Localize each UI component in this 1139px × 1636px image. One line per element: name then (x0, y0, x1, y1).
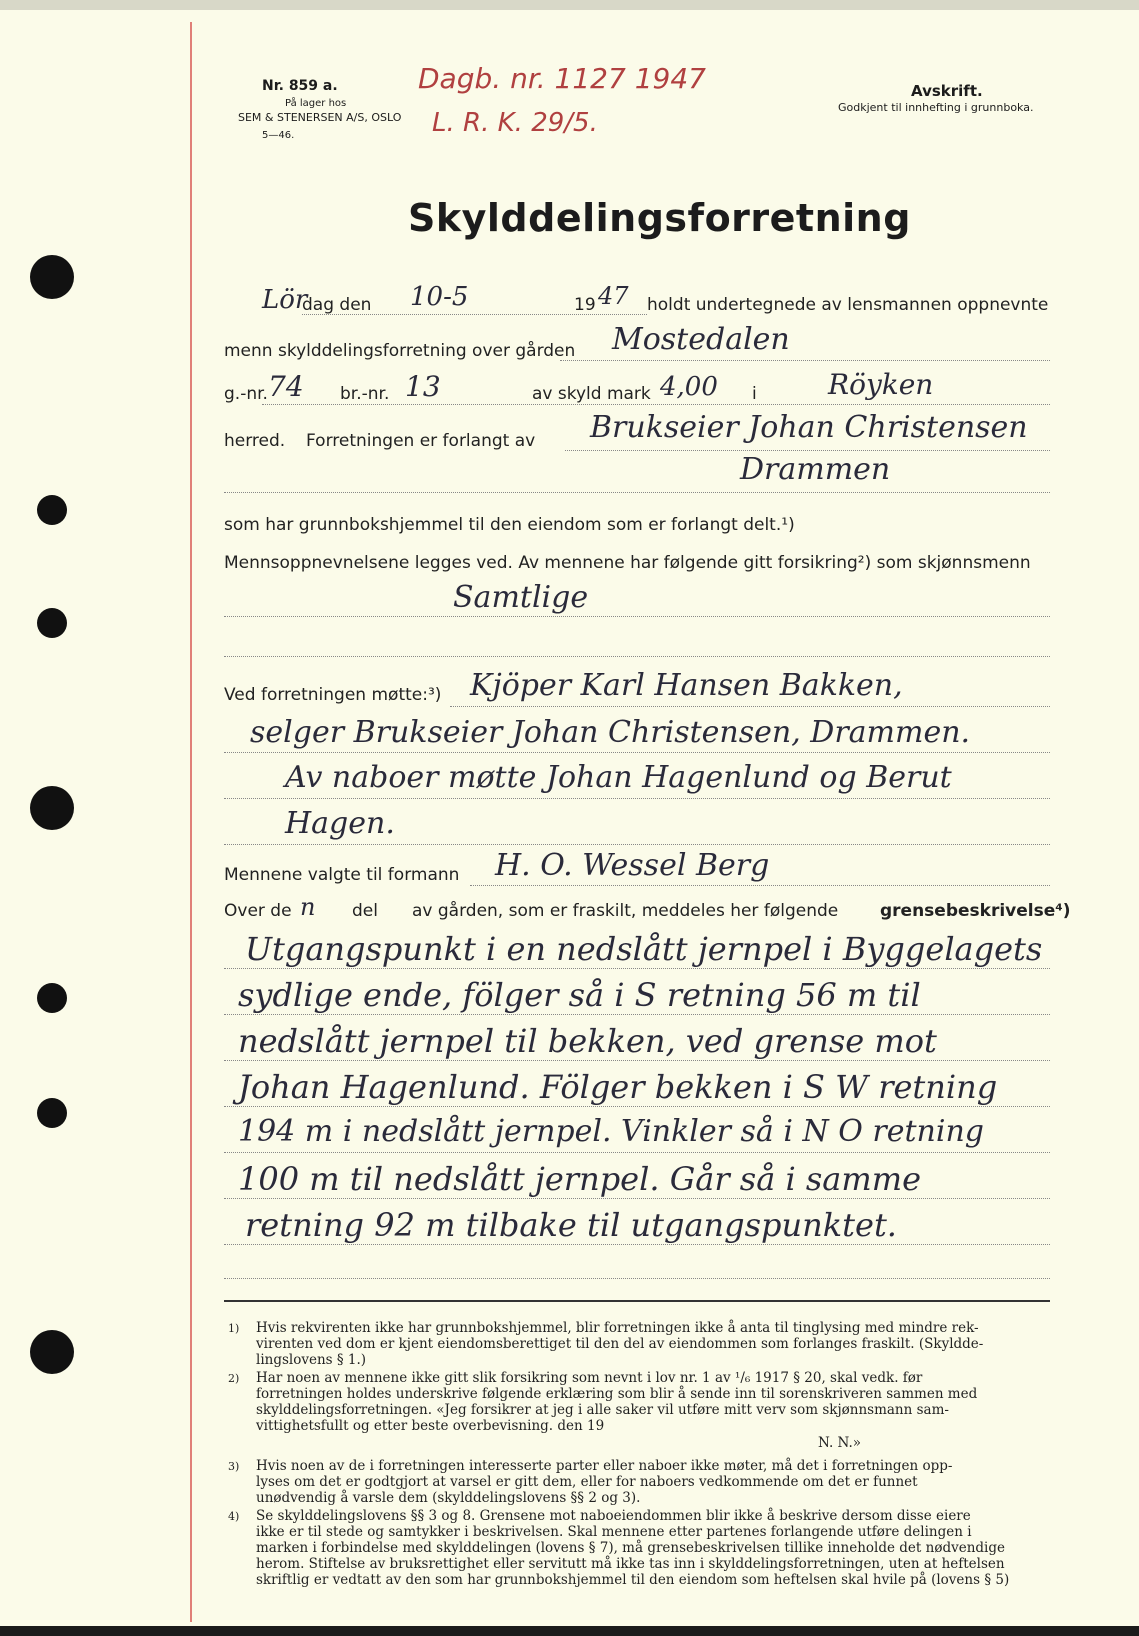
year-hand: 47 (598, 282, 629, 310)
gnr-hand: 74 (268, 370, 304, 403)
mote-label: Ved forretningen møtte:³) (224, 685, 442, 705)
skyld-hand: 4,00 (660, 372, 718, 402)
mote-hand-3: Av naboer møtte Johan Hagenlund og Berut (285, 760, 952, 795)
herred-hand: Röyken (828, 368, 934, 401)
bottom-edge (0, 1626, 1139, 1636)
fill-line (560, 360, 1050, 361)
fill-line (470, 885, 1050, 886)
grense-hand-7: retning 92 m tilbake til utgangspunktet. (245, 1206, 897, 1244)
i-label: i (752, 384, 757, 404)
footnote-3-line: lyses om det er godtgjort at varsel er gitt dem, eller for naboers vedkommende om det er funnet (256, 1474, 918, 1490)
punch-hole (37, 983, 67, 1013)
fill-line (224, 1106, 1050, 1107)
footnote-2-line: vittighetsfullt og etter beste overbevisning. den 19 (256, 1418, 605, 1434)
fill-line (224, 1014, 1050, 1015)
fill-line (224, 1278, 1050, 1279)
hjemmel-text: som har grunnbokshjemmel til den eiendom som er forlangt delt.¹) (224, 515, 795, 535)
fill-line (224, 656, 1050, 657)
fill-line (224, 844, 1050, 845)
publisher-line: På lager hos (285, 98, 347, 109)
mote-hand-1: Kjöper Karl Hansen Bakken, (470, 668, 903, 703)
punch-hole (37, 495, 67, 525)
fill-line (224, 798, 1050, 799)
date-hand: 10-5 (410, 282, 469, 312)
grense-hand-1: Utgangspunkt i en nedslått jernpel i Byggelagets (245, 930, 1043, 968)
del-label-a: Over de (224, 901, 292, 921)
year-prefix: 19 (574, 295, 596, 315)
footnote-4-line: herom. Stiftelse av bruksrettighet eller servitutt må ikke tas inn i skylddelingsforretningen, uten at heftelsen (256, 1556, 1005, 1572)
journal-stamp: Dagb. nr. 1127 1947 (418, 62, 706, 95)
footnote-3-line: Hvis noen av de i forretningen interesserte parter eller naboer ikke møter, må det i forretningen opp- (256, 1458, 953, 1474)
del-label-c: av gården, som er fraskilt, meddeles her følgende (412, 901, 839, 921)
punch-hole (30, 1330, 74, 1374)
footnote-number: 4) (228, 1510, 240, 1523)
punch-hole (30, 786, 74, 830)
punch-hole (37, 1098, 67, 1128)
footnote-2-line: forretningen holdes underskrive følgende erklæring som blir å sende inn til sorenskriveren sammen med (256, 1386, 978, 1402)
fill-line (224, 492, 1050, 493)
fill-line (565, 450, 1050, 451)
requester-city-hand: Drammen (740, 452, 891, 487)
bnr-hand: 13 (405, 370, 441, 403)
footnote-2-line: skylddelingsforretningen. «Jeg forsikrer at jeg i alle saker vil utføre mitt verv som skjønnsmann sam- (256, 1402, 949, 1418)
skyld-label: av skyld mark (532, 384, 651, 404)
copy-sub: Godkjent til innhefting i grunnboka. (838, 101, 1034, 114)
formann-label: Mennene valgte til formann (224, 865, 460, 885)
line1-tail: holdt undertegnede av lensmannen oppnevnte (647, 295, 1049, 315)
farm-label: menn skylddelingsforretning over gården (224, 341, 576, 361)
del-hand: n (300, 893, 316, 921)
footnote-2-sign: N. N.» (818, 1435, 862, 1451)
copy-label: Avskrift. (911, 82, 983, 100)
fill-line (224, 968, 1050, 969)
gnr-label: g.-nr. (224, 384, 268, 404)
footnote-divider (224, 1300, 1050, 1302)
footnote-1-line: Hvis rekvirenten ikke har grunnbokshjemmel, blir forretningen ikke å anta til tinglysing med mindre rek- (256, 1320, 979, 1336)
fill-line (262, 404, 1050, 405)
oppnevnelse-text: Mennsoppnevnelsene legges ved. Av mennene har følgende gitt forsikring²) som skjønnsmenn (224, 553, 1031, 573)
fill-line (224, 1060, 1050, 1061)
grense-hand-6: 100 m til nedslått jernpel. Går så i samme (238, 1160, 921, 1198)
day-label: dag den (302, 295, 372, 315)
punch-hole (30, 255, 74, 299)
del-label-bold: grensebeskrivelse⁴) (880, 901, 1071, 921)
farm-hand: Mostedalen (612, 322, 790, 357)
herred-label: herred. (224, 431, 286, 451)
footnote-1-line: lingslovens § 1.) (256, 1352, 367, 1368)
grense-hand-2: sydlige ende, fölger så i S retning 56 m til (238, 976, 921, 1014)
bnr-label: br.-nr. (340, 384, 390, 404)
formann-hand: H. O. Wessel Berg (495, 848, 770, 883)
footnote-3-line: unødvendig å varsle dem (skylddelingslovens §§ 2 og 3). (256, 1490, 641, 1506)
del-label-b: del (352, 901, 378, 921)
form-number: Nr. 859 a. (262, 78, 338, 94)
grense-hand-5: 194 m i nedslått jernpel. Vinkler så i N O retning (238, 1114, 984, 1149)
publisher-name: SEM & STENERSEN A/S, OSLO (238, 111, 402, 124)
forsikring-hand: Samtlige (453, 580, 589, 615)
fill-line (224, 1198, 1050, 1199)
top-edge (0, 0, 1139, 10)
footnote-4-line: ikke er til stede og samtykker i beskrivelsen. Skal mennene etter partenes forlangende utføre delingen i (256, 1524, 972, 1540)
fill-line (224, 616, 1050, 617)
mote-hand-2: selger Brukseier Johan Christensen, Drammen. (250, 715, 971, 750)
footnote-number: 3) (228, 1460, 240, 1473)
registry-stamp: L. R. K. 29/5. (432, 108, 598, 138)
day-hand: Lör (262, 285, 308, 315)
grense-hand-4: Johan Hagenlund. Fölger bekken i S W retning (238, 1068, 998, 1106)
publisher-date: 5—46. (262, 130, 295, 141)
punch-hole (37, 608, 67, 638)
fill-line (224, 1152, 1050, 1153)
fill-line (302, 314, 647, 315)
requester-hand: Brukseier Johan Christensen (590, 410, 1028, 445)
footnote-1-line: virenten ved dom er kjent eiendomsberettiget til den del av eiendommen som forlanges fraskilt. (Skyldde- (256, 1336, 984, 1352)
grense-hand-3: nedslått jernpel til bekken, ved grense mot (238, 1022, 937, 1060)
fill-line (224, 752, 1050, 753)
mote-hand-4: Hagen. (285, 806, 395, 841)
requested-label: Forretningen er forlangt av (306, 431, 536, 451)
footnote-number: 1) (228, 1322, 240, 1335)
footnote-number: 2) (228, 1372, 240, 1385)
fill-line (450, 706, 1050, 707)
margin-line (190, 22, 192, 1622)
footnote-2-line: Har noen av mennene ikke gitt slik forsikring som nevnt i lov nr. 1 av ¹/₆ 1917 § 20, skal vedk. før (256, 1370, 923, 1386)
footnote-4-line: marken i forbindelse med skylddelingen (lovens § 7), må grensebeskrivelsen tillike inneholde det nødvendige (256, 1540, 1005, 1556)
footnote-4-line: Se skylddelingslovens §§ 3 og 8. Grensene mot naboeiendommen blir ikke å beskrive dersom disse eiere (256, 1508, 971, 1524)
page-title: Skylddelingsforretning (408, 196, 911, 240)
footnote-4-line: skriftlig er vedtatt av den som har grunnbokshjemmel til den eiendom som heftelsen skal hvile på (lovens § 5) (256, 1572, 1010, 1588)
fill-line (224, 1244, 1050, 1245)
